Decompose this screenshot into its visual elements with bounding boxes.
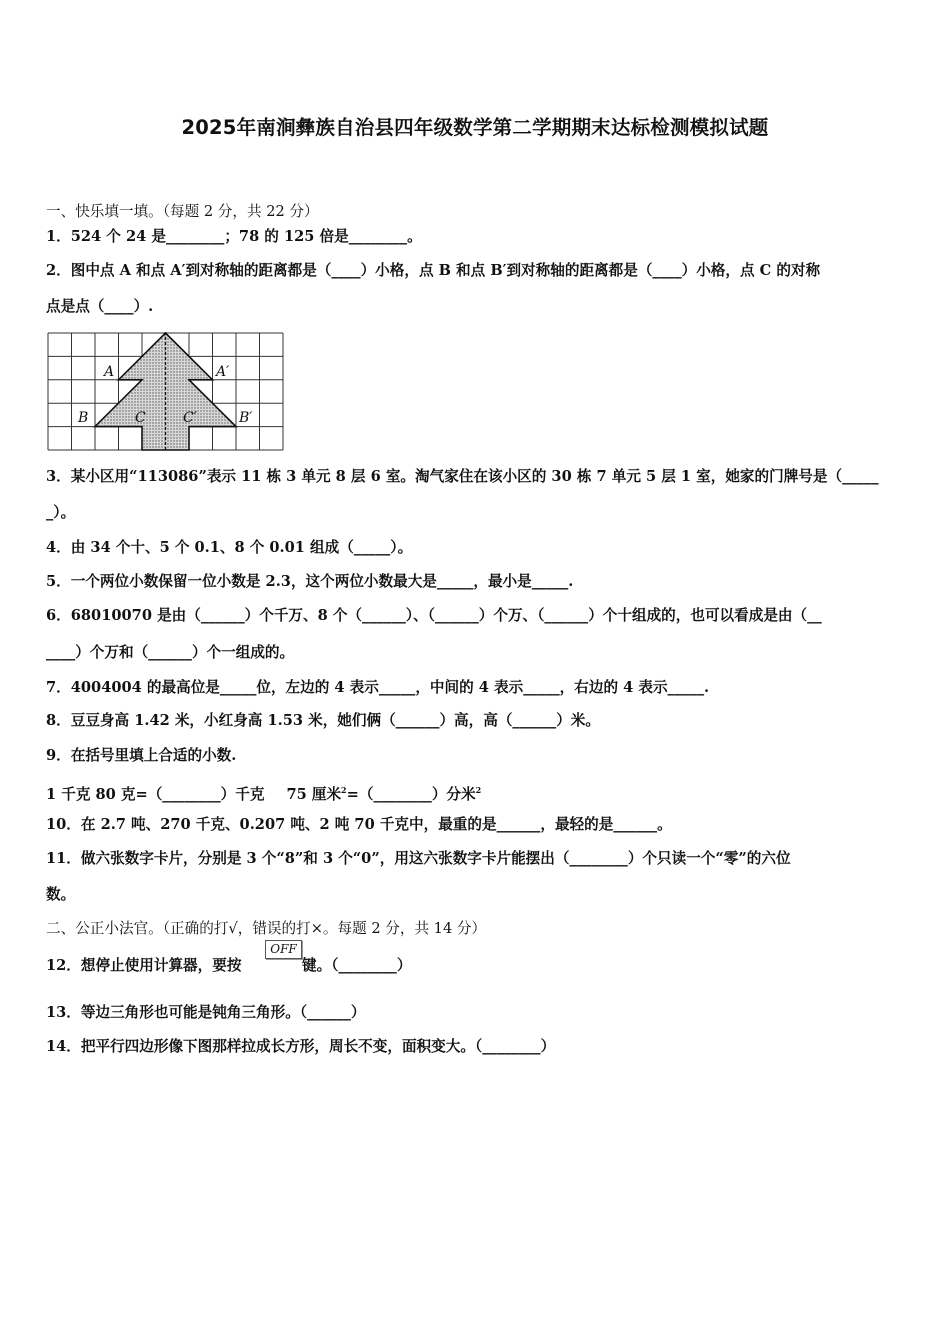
question-13: 13．等边三角形也可能是钝角三角形。（______） bbox=[46, 1004, 366, 1021]
question-6-line-2: ____）个万和（______）个一组成的。 bbox=[46, 644, 295, 661]
q9-superscript-1: 2 bbox=[341, 785, 347, 795]
section-1-heading: 一、快乐填一填。（每题 2 分，共 22 分） bbox=[46, 203, 319, 220]
question-7: 7．4004004 的最高位是_____位，左边的 4 表示_____，中间的 4 表示_____，右边的 4 表示_____. bbox=[46, 679, 710, 696]
question-10: 10．在 2.7 吨、270 千克、0.207 吨、2 吨 70 千克中，最重的是______，最轻的是______。 bbox=[46, 816, 672, 833]
symmetry-tree-figure bbox=[47, 332, 285, 452]
label-a-prime: A′ bbox=[216, 364, 230, 380]
question-12-start: 12．想停止使用计算器，要按 bbox=[46, 957, 242, 974]
off-key-icon: OFF bbox=[265, 940, 302, 959]
label-b: B bbox=[78, 410, 89, 426]
question-8: 8．豆豆身高 1.42 米，小红身高 1.53 米，她们俩（______）高，高（______）米。 bbox=[46, 712, 600, 729]
question-6-line-1: 6．68010070 是由（______）个千万、8 个（______）、（______）个万、（______）个十组成的，也可以看成是由（__ bbox=[46, 607, 822, 624]
question-2-line-2: 点是点（____）. bbox=[46, 298, 154, 315]
question-2-line-1: 2．图中点 A 和点 A′到对称轴的距离都是（____）小格，点 B 和点 B′到对称轴的距离都是（____）小格，点 C 的对称 bbox=[46, 262, 821, 279]
question-11-line-1: 11．做六张数字卡片，分别是 3 个“8”和 3 个“0”，用这六张数字卡片能摆出（________）个只读一个“零”的六位 bbox=[46, 850, 791, 867]
question-9: 9．在括号里填上合适的小数. bbox=[46, 747, 237, 764]
page-title: 2025年南涧彝族自治县四年级数学第二学期期末达标检测模拟试题 bbox=[181, 116, 769, 139]
q9-item-2: 75 厘米 bbox=[286, 786, 342, 803]
question-1: 1．524 个 24 是________；78 的 125 倍是________。 bbox=[46, 228, 422, 245]
q9-item-2-rest: =（________）分米 bbox=[346, 786, 476, 803]
question-4: 4．由 34 个十、5 个 0.1、8 个 0.01 组成（_____）。 bbox=[46, 539, 413, 556]
question-9-items bbox=[46, 780, 481, 805]
label-b-prime: B′ bbox=[239, 410, 253, 426]
label-a: A bbox=[104, 364, 115, 380]
question-11-line-2: 数。 bbox=[46, 886, 76, 903]
q9-item-1: 1 千克 80 克=（________）千克 bbox=[46, 786, 265, 803]
question-12-end: 键。（________） bbox=[302, 957, 412, 974]
label-c-prime: C′ bbox=[183, 410, 197, 426]
label-c: C bbox=[135, 410, 146, 426]
question-3-line-1: 3．某小区用“113086”表示 11 栋 3 单元 8 层 6 室。淘气家住在该小区的 30 栋 7 单元 5 层 1 室，她家的门牌号是（_____ bbox=[46, 468, 879, 485]
question-3-line-2: _）。 bbox=[46, 504, 76, 521]
q9-superscript-2: 2 bbox=[475, 785, 482, 795]
question-14: 14．把平行四边形像下图那样拉成长方形，周长不变，面积变大。（________） bbox=[46, 1038, 556, 1055]
question-5: 5．一个两位小数保留一位小数是 2.3，这个两位小数最大是_____，最小是_____. bbox=[46, 573, 574, 590]
section-2-heading: 二、公正小法官。（正确的打√，错误的打×。每题 2 分，共 14 分） bbox=[46, 920, 487, 937]
